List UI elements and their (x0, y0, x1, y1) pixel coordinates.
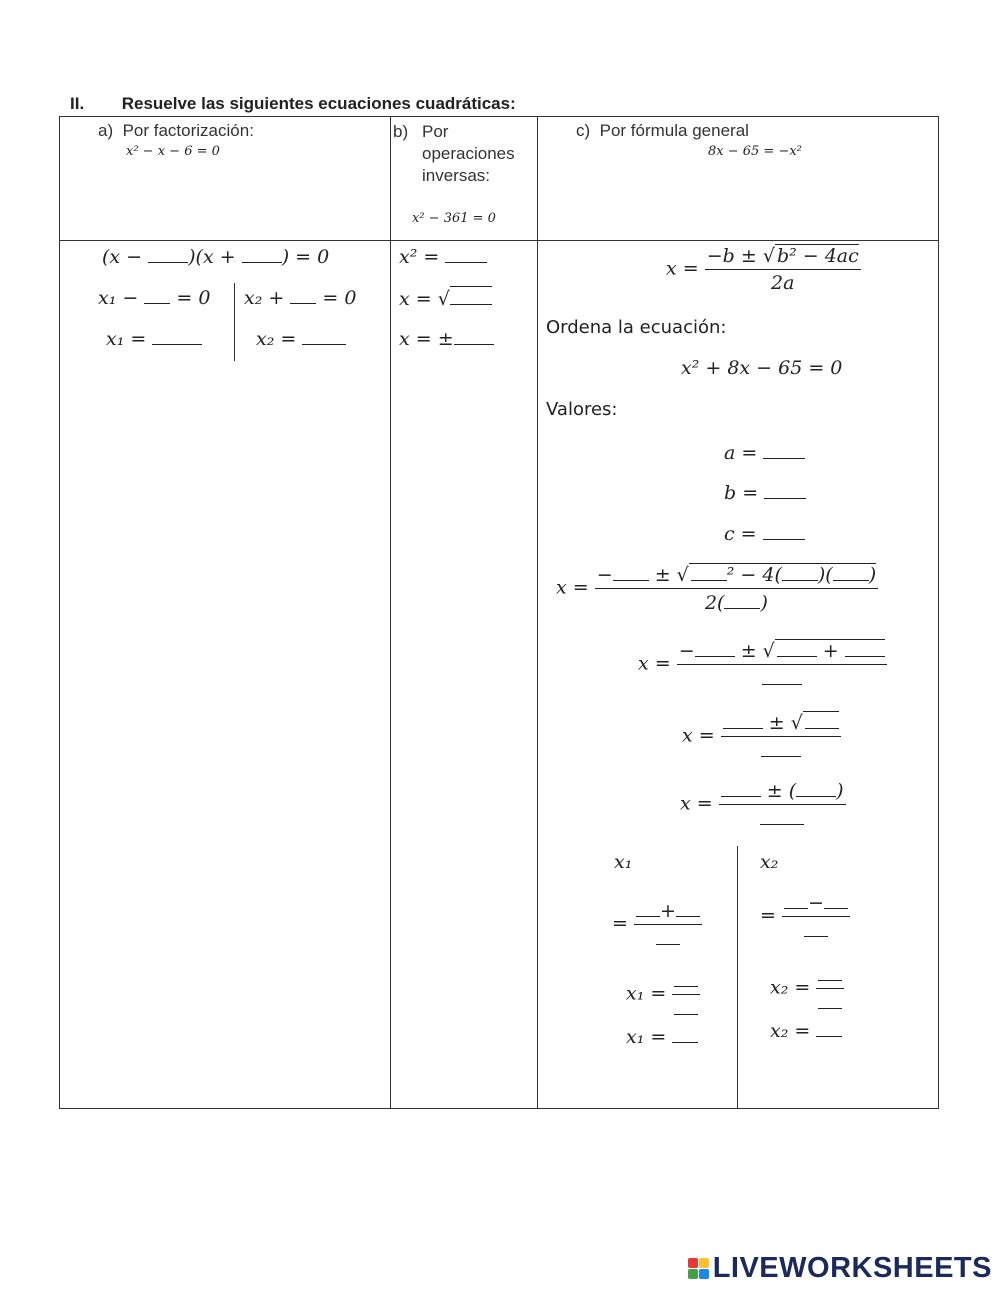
blank-factor-1[interactable] (148, 245, 188, 263)
b-step-3: x = ± (399, 327, 494, 350)
blank-x1-sn[interactable] (674, 969, 698, 987)
x2-result: x₂ = (256, 327, 346, 350)
blank-b-2[interactable] (450, 286, 492, 305)
blank-x1-den[interactable] (656, 927, 680, 945)
blank-x1-n2[interactable] (676, 899, 700, 917)
blank-s1-b2[interactable] (691, 563, 727, 581)
x1-fraction: = + (612, 899, 702, 950)
substitution-step-3: x = ± √ (682, 711, 841, 762)
blank-b-3[interactable] (454, 327, 494, 345)
blank-s3-b[interactable] (723, 711, 763, 729)
blank-x2-n1[interactable] (784, 891, 808, 909)
b-step-2: x = √ (399, 286, 492, 310)
blank-a[interactable] (763, 441, 805, 459)
divider-a (234, 283, 235, 361)
blank-s1-a[interactable] (782, 563, 818, 581)
blank-s2-b[interactable] (695, 639, 735, 657)
general-formula: x = $\frac{\text{−b ± √ b² − 4ac}}{2a}$ (666, 245, 859, 294)
b-value: b = (724, 481, 806, 504)
header-c (538, 117, 939, 241)
header-a-label: Por factorización: (122, 121, 254, 140)
header-b-label-2: operaciones (422, 144, 515, 163)
answer-cell-a (60, 241, 391, 1109)
blank-x2-factor[interactable] (290, 286, 316, 304)
blank-c[interactable] (763, 522, 805, 540)
worksheet-table (59, 116, 939, 1109)
blank-factor-2[interactable] (242, 245, 282, 263)
substitution-step-2: x = − ± √ + (638, 639, 887, 690)
substitution-step-4: x = ± ( ) (680, 779, 846, 830)
blank-x1-factor[interactable] (144, 286, 170, 304)
x2-final: x₂ = (770, 1019, 842, 1042)
substitution-step-1: x = $\frac{\text{− ± √ ² − 4( )( )}}{2( )}$ (556, 564, 877, 615)
blank-s3-den[interactable] (761, 739, 801, 757)
values-label: Valores: (546, 399, 618, 420)
logo-mark-icon (688, 1258, 709, 1279)
x2-fraction: = − (760, 891, 850, 942)
blank-x2-n2[interactable] (824, 891, 848, 909)
blank-s1-b[interactable] (613, 563, 649, 581)
logo-text: LIVEWORKSHEETS (712, 1252, 992, 1284)
b-step-1: x² = (399, 245, 487, 268)
a-value: a = (724, 441, 805, 464)
blank-s2-r2[interactable] (845, 639, 885, 657)
ordered-equation: x² + 8x − 65 = 0 (681, 357, 843, 379)
blank-s1-c[interactable] (833, 563, 869, 581)
blank-s1-den[interactable] (724, 591, 760, 609)
liveworksheets-logo (688, 1252, 992, 1285)
blank-b[interactable] (764, 481, 806, 499)
order-label: Ordena la ecuación: (546, 317, 727, 338)
header-c-label: Por fórmula general (599, 121, 749, 140)
blank-b-1[interactable] (445, 245, 487, 263)
x2-label: x₂ (760, 851, 779, 873)
x2-simplified: x₂ = (770, 963, 844, 1014)
section-instruction: Resuelve las siguientes ecuaciones cuadráticas: (121, 94, 516, 113)
blank-s4-r[interactable] (796, 779, 836, 797)
blank-s2-r1[interactable] (777, 639, 817, 657)
blank-x2-sn[interactable] (818, 963, 842, 981)
header-b-label-1: Por (422, 122, 449, 141)
header-b (391, 117, 538, 241)
blank-s4-den[interactable] (760, 807, 804, 825)
blank-x1-final[interactable] (672, 1025, 698, 1043)
header-a-letter: a) (98, 121, 114, 140)
blank-s4-b[interactable] (721, 779, 761, 797)
factored-form: (x − )(x + ) = 0 (102, 246, 330, 269)
blank-x2-sd[interactable] (818, 991, 842, 1009)
header-c-equation: 8x − 65 = −x² (708, 144, 802, 159)
answer-cell-b (391, 241, 538, 1109)
x1-final: x₁ = (626, 1025, 698, 1048)
blank-x1-sd[interactable] (674, 997, 698, 1015)
blank-s2-den[interactable] (762, 667, 802, 685)
header-b-equation: x² − 361 = 0 (412, 211, 496, 226)
blank-x1-result[interactable] (152, 327, 202, 345)
header-b-label-3: inversas: (422, 166, 491, 185)
x1-label: x₁ (614, 851, 633, 873)
c-value: c = (724, 522, 805, 545)
blank-x2-den[interactable] (804, 919, 828, 937)
x1-equation: x₁ − = 0 (98, 287, 211, 310)
header-c-letter: c) (576, 121, 591, 140)
x1-simplified: x₁ = (626, 969, 700, 1020)
section-number: II. (70, 94, 85, 113)
blank-x1-n1[interactable] (636, 899, 660, 917)
blank-x2-result[interactable] (302, 327, 346, 345)
blank-s3-r[interactable] (805, 711, 839, 729)
x1-result: x₁ = (106, 327, 202, 350)
header-a (60, 117, 391, 241)
header-b-letter: b) (393, 122, 409, 141)
blank-x2-final[interactable] (816, 1019, 842, 1037)
section-title (70, 94, 516, 114)
answer-cell-c (538, 241, 939, 1109)
x2-equation: x₂ + = 0 (244, 287, 357, 310)
header-a-equation: x² − x − 6 = 0 (126, 144, 220, 159)
divider-c (737, 846, 738, 1108)
